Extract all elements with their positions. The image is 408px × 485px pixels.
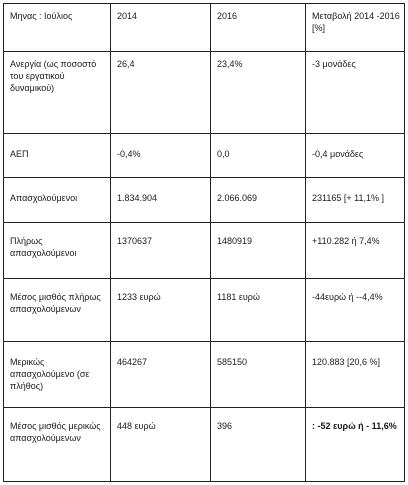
cell-2014: 26,4 — [111, 52, 211, 134]
table-header-row — [4, 4, 405, 52]
cell-2016: 1480919 — [211, 223, 306, 279]
row-label: ΑΕΠ — [4, 134, 111, 178]
cell-2016: 2.066.069 — [211, 178, 306, 223]
cell-2014: 448 ευρώ — [111, 408, 211, 482]
cell-2014: 1233 ευρώ — [111, 279, 211, 342]
table-row — [4, 223, 405, 279]
header-cell-2016: 2016 — [211, 4, 306, 52]
cell-2014: 464267 — [111, 342, 211, 408]
cell-change: : -52 ευρώ ή - 11,6% — [306, 408, 405, 482]
cell-change: 231165 [+ 11,1% ] — [306, 178, 405, 223]
cell-2016: 23,4% — [211, 52, 306, 134]
cell-change: -3 μονάδες — [306, 52, 405, 134]
cell-change: +110.282 ή 7,4% — [306, 223, 405, 279]
cell-2016: 0,0 — [211, 134, 306, 178]
cell-2016: 1181 ευρώ — [211, 279, 306, 342]
row-label: Απασχολούμενοι — [4, 178, 111, 223]
cell-2014: 1370637 — [111, 223, 211, 279]
cell-change: -44ευρώ ή --4,4% — [306, 279, 405, 342]
cell-2016: 585150 — [211, 342, 306, 408]
row-label: Μέσος μισθός μερικώς απασχολούμενων — [4, 408, 111, 482]
statistics-table — [3, 3, 405, 482]
table-row — [4, 408, 405, 482]
header-cell-month: Μηνας : Ιούλιος — [4, 4, 111, 52]
row-label: Μερικώς απασχολούμενο (σε πλήθος) — [4, 342, 111, 408]
table-row — [4, 134, 405, 178]
header-cell-change: Μεταβολή 2014 -2016 [%] — [306, 4, 405, 52]
cell-change: -0,4 μονάδες — [306, 134, 405, 178]
row-label: Πλήρως απασχολούμενοι — [4, 223, 111, 279]
row-label: Μέσος μισθός πλήρως απασχολούμενων — [4, 279, 111, 342]
cell-2016: 396 — [211, 408, 306, 482]
cell-change: 120.883 [20,6 %] — [306, 342, 405, 408]
table-row — [4, 52, 405, 134]
table-row — [4, 342, 405, 408]
cell-2014: 1.834.904 — [111, 178, 211, 223]
cell-2014: -0,4% — [111, 134, 211, 178]
header-cell-2014: 2014 — [111, 4, 211, 52]
row-label: Ανεργία (ως ποσοστό του εργατικού δυναμικού) — [4, 52, 111, 134]
table-row — [4, 178, 405, 223]
table-row — [4, 279, 405, 342]
